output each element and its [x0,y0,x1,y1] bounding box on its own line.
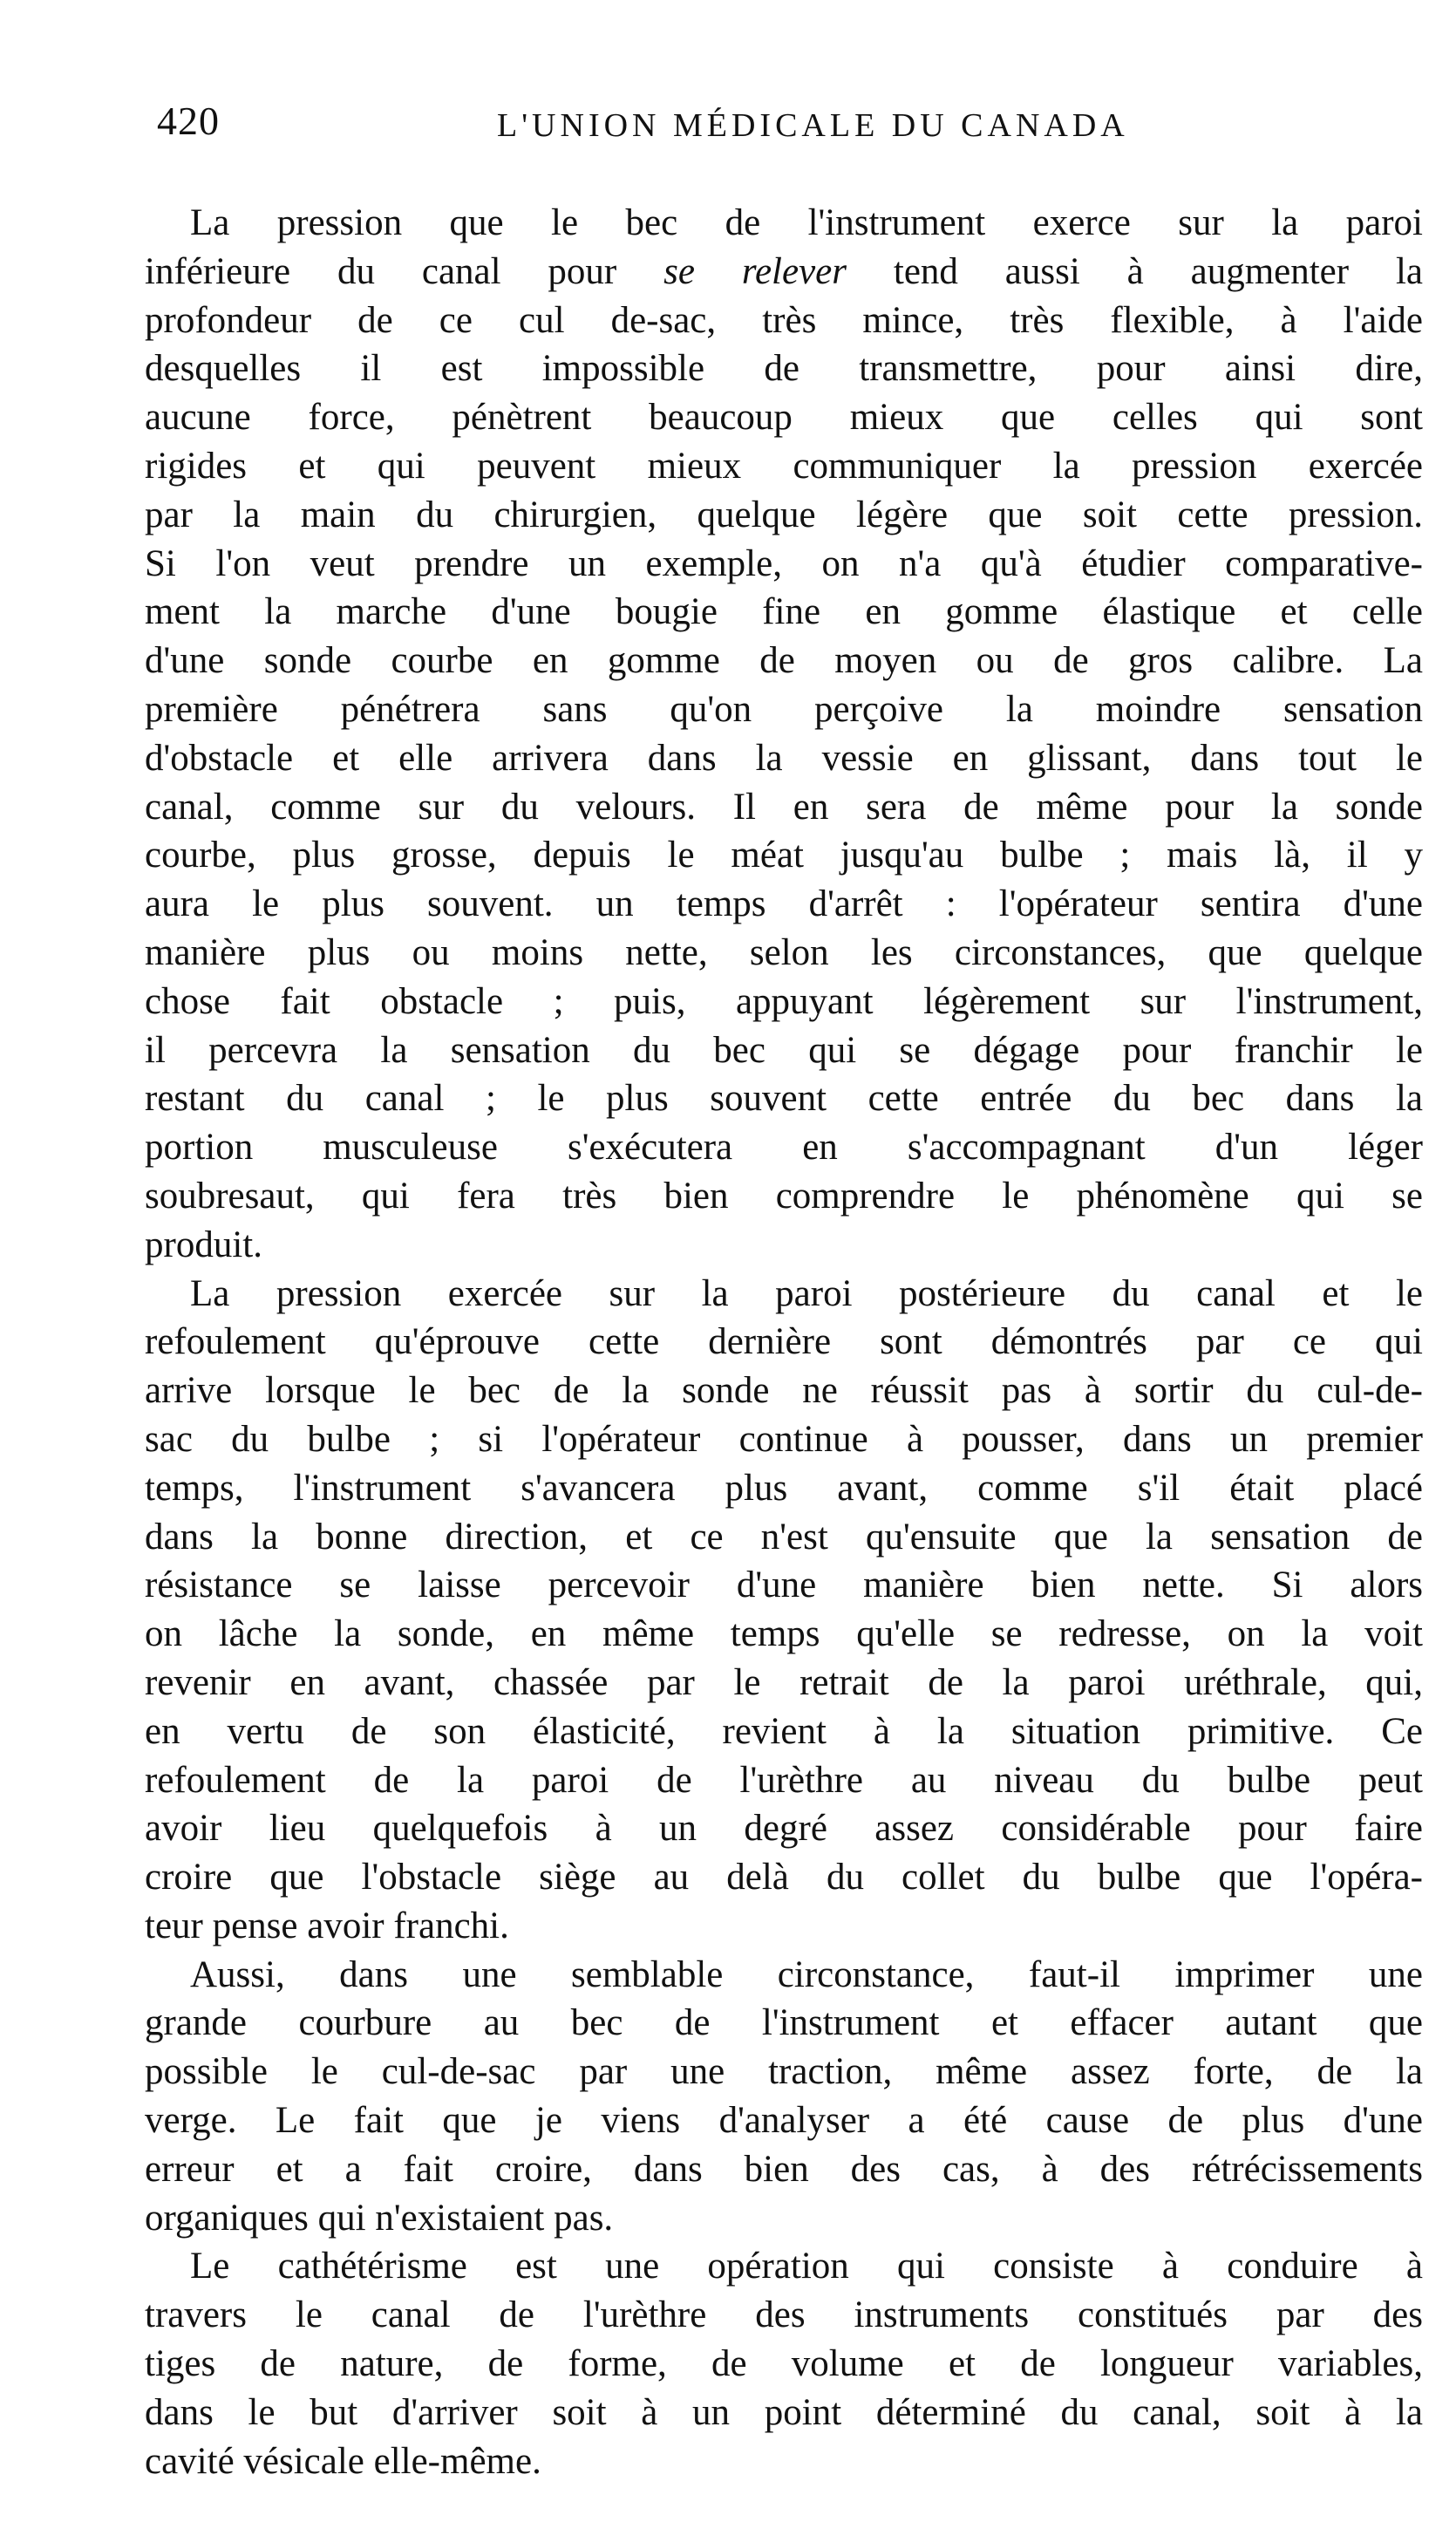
text-line: par la main du chirurgien, quelque légère que soit cette pression. [145,494,1423,535]
text-line: La pression exercée sur la paroi postérieure du canal et le [190,1272,1423,1314]
text-line: canal, comme sur du velours. Il en sera de même pour la sonde [145,786,1423,828]
text-line: organiques qui n'existaient pas. [145,2197,614,2239]
body-text [145,199,1423,2485]
text-line: profondeur de ce cul de-sac, très mince, très flexible, à l'aide [145,299,1423,341]
text-line: grande courbure au bec de l'instrument et effacer autant que [145,2002,1423,2044]
text-line: erreur et a fait croire, dans bien des cas, à des rétrécissements [145,2148,1423,2190]
text-line: possible le cul-de-sac par une traction, même assez forte, de la [145,2051,1423,2093]
running-title: L'UNION MÉDICALE DU CANADA [497,107,1129,144]
text-line: croire que l'obstacle siège au delà du collet du bulbe que l'opéra- [145,1857,1423,1898]
text-line: sac du bulbe ; si l'opérateur continue à pousser, dans un premier [145,1418,1423,1460]
text-line: aucune force, pénètrent beaucoup mieux que celles qui sont [145,397,1423,439]
text-line: on lâche la sonde, en même temps qu'elle se redresse, on la voit [145,1613,1423,1655]
text-line: verge. Le fait que je viens d'analyser a été cause de plus d'une [145,2100,1423,2142]
text-line: chose fait obstacle ; puis, appuyant légèrement sur l'instrument, [145,980,1423,1022]
text-line: rigides et qui peuvent mieux communiquer la pression exercée [145,445,1423,487]
text-line: en vertu de son élasticité, revient à la situation primitive. Ce [145,1710,1423,1752]
text-line: première pénétrera sans qu'on perçoive la moindre sensation [145,688,1423,730]
text-line: résistance se laisse percevoir d'une manière bien nette. Si alors [145,1564,1423,1606]
text-line: Si l'on veut prendre un exemple, on n'a qu'à étudier comparative- [145,542,1423,584]
text-line: temps, l'instrument s'avancera plus avant, comme s'il était placé [145,1467,1423,1509]
text-line: tiges de nature, de forme, de volume et de longueur variables, [145,2343,1423,2385]
text-line: il percevra la sensation du bec qui se dégage pour franchir le [145,1029,1423,1071]
text-line: soubresaut, qui fera très bien comprendre le phénomène qui se [145,1175,1423,1217]
text-line: d'obstacle et elle arrivera dans la vessie en glissant, dans tout le [145,737,1423,779]
text-line: d'une sonde courbe en gomme de moyen ou de gros calibre. La [145,640,1423,682]
text-line: Le cathétérisme est une opération qui consiste à conduire à [190,2246,1423,2287]
page-header [157,98,1378,159]
text-line-end: tend aussi à augmenter la [893,250,1423,292]
text-line: arrive lorsque le bec de la sonde ne réussit pas à sortir du cul-de- [145,1370,1423,1412]
text-line: Aussi, dans une semblable circonstance, faut-il imprimer une [190,1953,1423,1995]
page-number: 420 [157,99,220,143]
text-line: dans le but d'arriver soit à un point déterminé du canal, soit à la [145,2391,1423,2433]
text-line: travers le canal de l'urèthre des instruments constitués par des [145,2294,1423,2336]
text-line: aura le plus souvent. un temps d'arrêt : l'opérateur sentira d'une [145,883,1423,925]
text-line: manière plus ou moins nette, selon les circonstances, que quelque [145,931,1423,973]
text-line: ment la marche d'une bougie fine en gomme élastique et celle [145,591,1423,633]
text-line: avoir lieu quelquefois à un degré assez considérable pour faire [145,1808,1423,1850]
text-line [145,248,1423,297]
text-line: courbe, plus grosse, depuis le méat jusqu'au bulbe ; mais là, il y [145,835,1423,876]
text-line: cavité vésicale elle-même. [145,2440,541,2482]
text-line: La pression que le bec de l'instrument exerce sur la paroi [190,202,1423,243]
emphasized-text: se relever [663,250,847,292]
text-line-start: inférieure du canal pour [145,250,617,292]
text-line: produit. [145,1224,262,1265]
text-line: revenir en avant, chassée par le retrait de la paroi uréthrale, qui, [145,1661,1423,1703]
text-line: refoulement qu'éprouve cette dernière sont démontrés par ce qui [145,1321,1423,1363]
paragraph-2 [145,1270,1423,1951]
paragraph-4 [145,2242,1423,2485]
text-line: desquelles il est impossible de transmettre, pour ainsi dire, [145,348,1423,390]
text-line: restant du canal ; le plus souvent cette entrée du bec dans la [145,1078,1423,1120]
text-line: portion musculeuse s'exécutera en s'accompagnant d'un léger [145,1127,1423,1169]
text-line: teur pense avoir franchi. [145,1905,509,1946]
paragraph-1 [145,199,1423,1270]
text-line: refoulement de la paroi de l'urèthre au niveau du bulbe peut [145,1759,1423,1801]
paragraph-3 [145,1951,1423,2243]
text-line: dans la bonne direction, et ce n'est qu'ensuite que la sensation de [145,1516,1423,1558]
